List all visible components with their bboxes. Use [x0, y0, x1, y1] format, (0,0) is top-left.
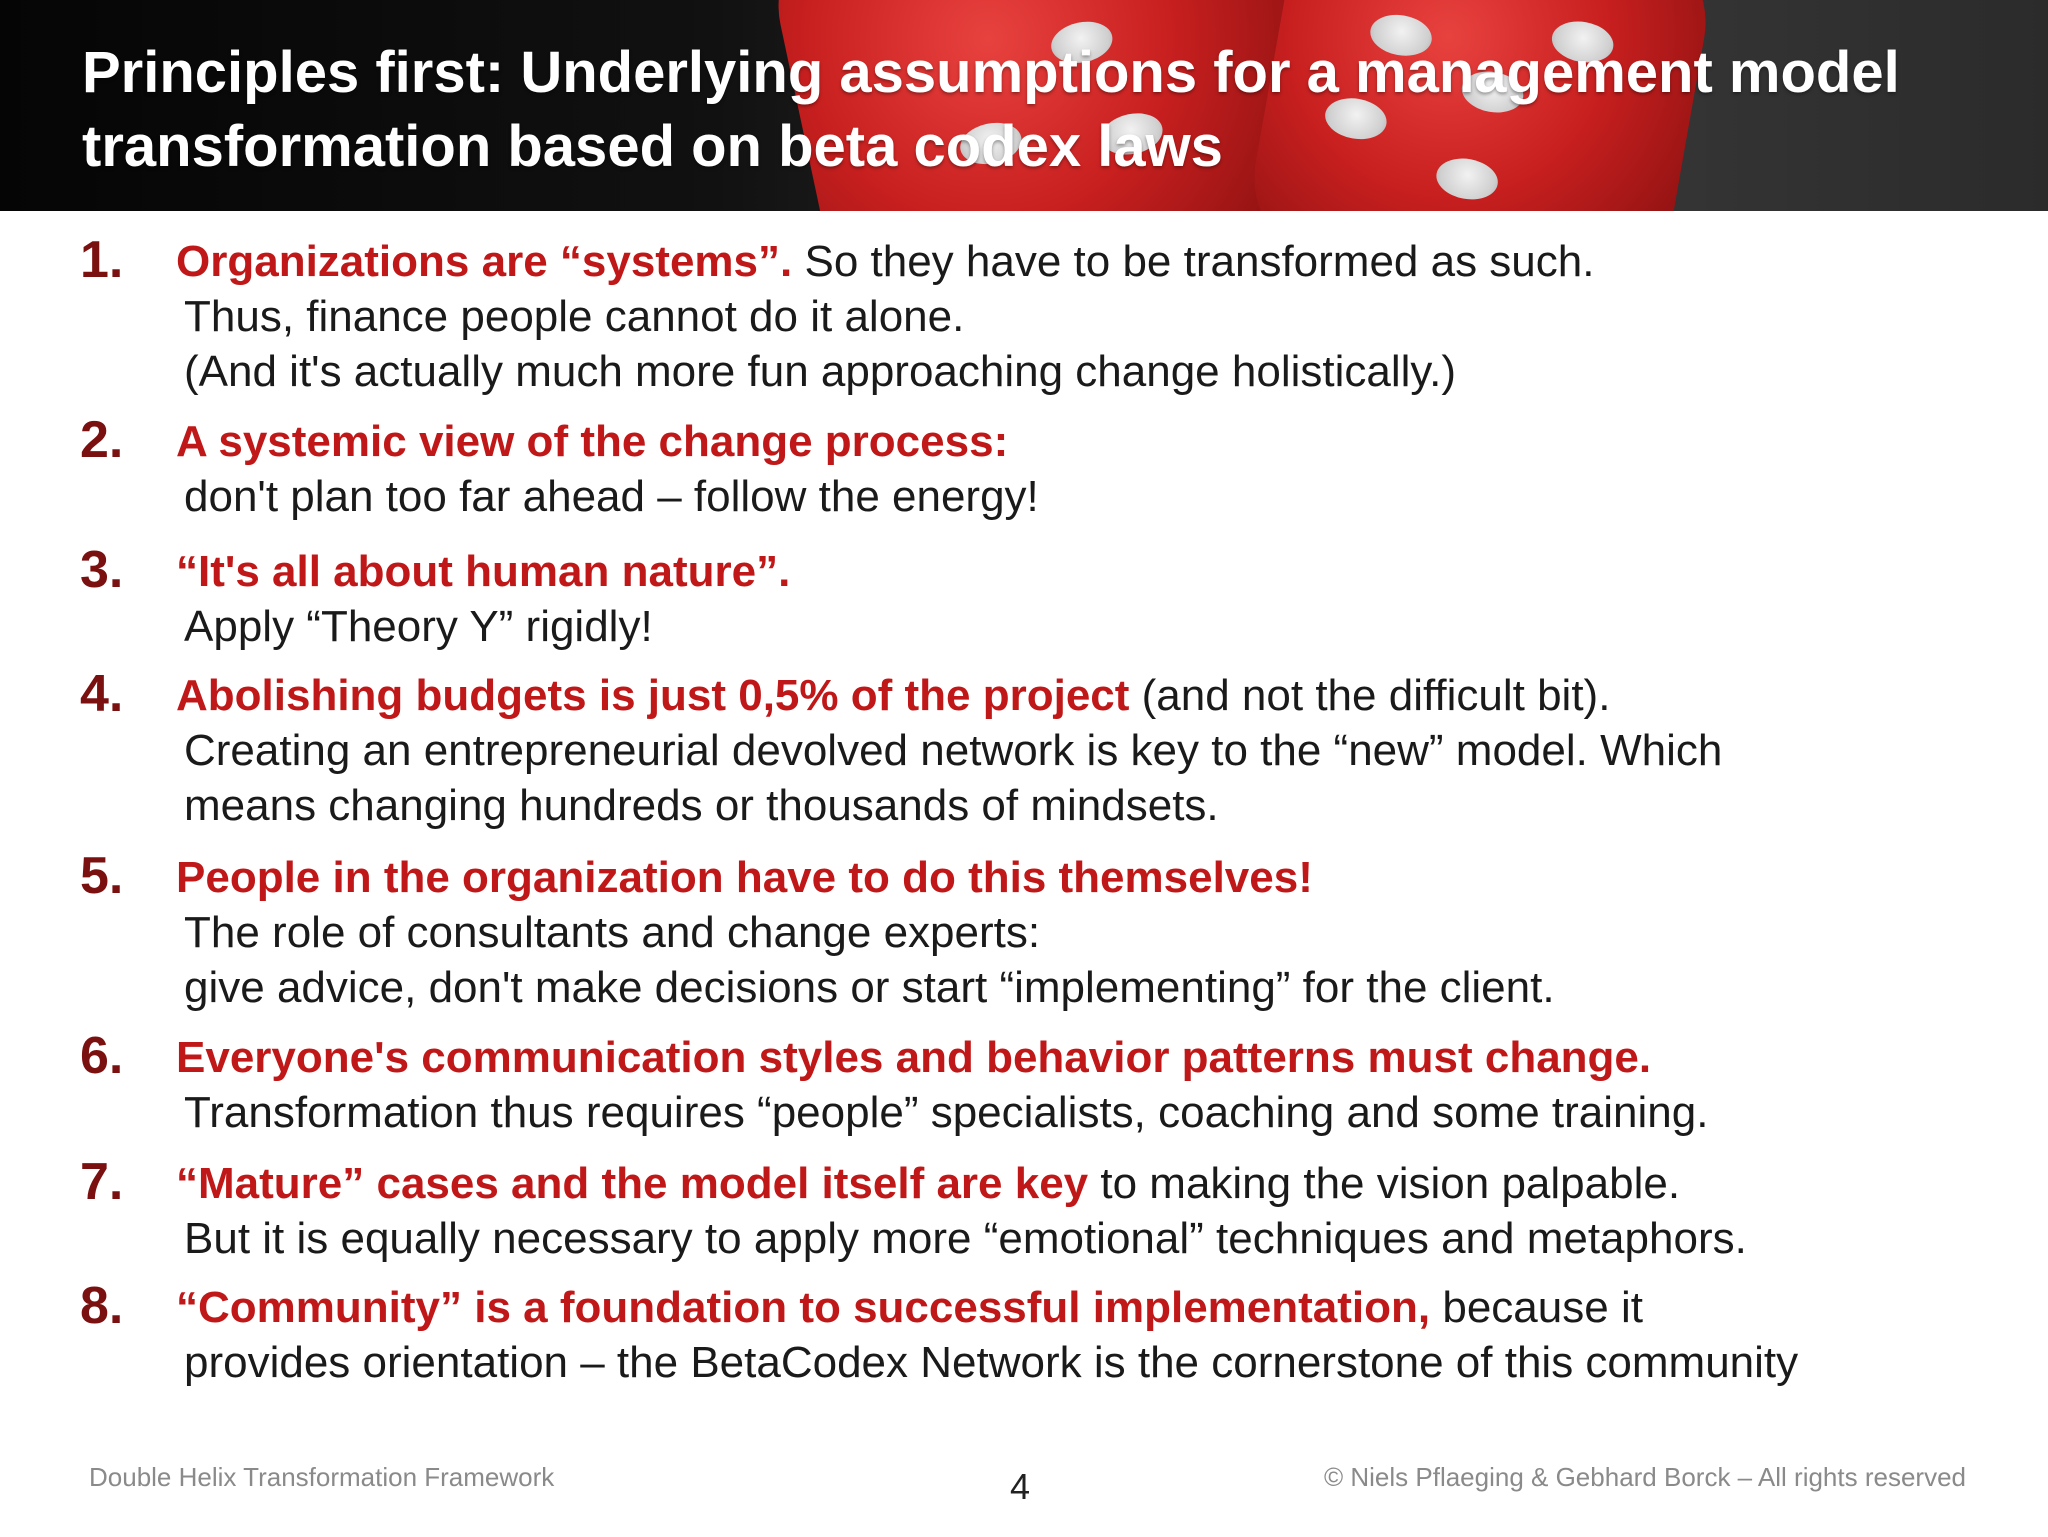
item-line: The role of consultants and change experts: [184, 908, 1041, 957]
item-rest: So they have to be transformed as such. [792, 237, 1595, 286]
list-item [80, 1153, 2000, 1280]
item-number: 3. [80, 541, 124, 599]
page-title: Principles first: Underlying assumptions for a management model transformation based on beta codex laws [82, 40, 1900, 179]
item-highlight: “Mature” cases and the model itself are key [176, 1159, 1089, 1208]
item-number: 4. [80, 665, 124, 723]
item-body [176, 668, 2000, 833]
item-number: 1. [80, 231, 124, 289]
item-body [176, 850, 2000, 1015]
item-number: 8. [80, 1277, 124, 1335]
item-highlight: Abolishing budgets is just 0,5% of the project [176, 671, 1130, 720]
list-item [80, 1277, 2000, 1404]
item-body [176, 1030, 2000, 1140]
item-body [176, 1156, 2000, 1266]
item-highlight: A systemic view of the change process: [176, 417, 1009, 466]
item-line: Thus, finance people cannot do it alone. [184, 292, 965, 341]
list-item [80, 847, 2000, 1030]
list-item [80, 411, 2000, 544]
item-highlight: “It's all about human nature”. [176, 547, 791, 596]
item-body [176, 234, 2000, 399]
item-number: 7. [80, 1153, 124, 1211]
item-line: provides orientation – the BetaCodex Network is the cornerstone of this community [184, 1338, 1799, 1387]
item-number: 6. [80, 1027, 124, 1085]
item-line: (And it's actually much more fun approaching change holistically.) [184, 347, 1457, 396]
item-rest: because it [1430, 1283, 1643, 1332]
item-rest: to making the vision palpable. [1088, 1159, 1681, 1208]
item-line: But it is equally necessary to apply more “emotional” techniques and metaphors. [184, 1214, 1747, 1263]
footer-framework-name: Double Helix Transformation Framework [89, 1462, 555, 1492]
item-highlight: Everyone's communication styles and behavior patterns must change. [176, 1033, 1652, 1082]
list-item [80, 541, 2000, 668]
item-highlight: Organizations are “systems”. [176, 237, 793, 286]
item-line: Apply “Theory Y” rigidly! [184, 602, 653, 651]
item-line: Creating an entrepreneurial devolved network is key to the “new” model. Which [184, 726, 1723, 775]
item-number: 5. [80, 847, 124, 905]
item-highlight: “Community” is a foundation to successful implementation, [176, 1283, 1431, 1332]
list-item [80, 665, 2000, 850]
item-line: give advice, don't make decisions or start “implementing” for the client. [184, 963, 1555, 1012]
item-body [176, 544, 2000, 654]
footer-copyright: © Niels Pflaeging & Gebhard Borck – All rights reserved [1323, 1462, 1966, 1492]
item-line: Transformation thus requires “people” specialists, coaching and some training. [184, 1088, 1709, 1137]
principles-list [80, 231, 2000, 1404]
item-highlight: People in the organization have to do this themselves! [176, 853, 1313, 902]
page-number: 4 [1010, 1466, 1031, 1507]
item-line: means changing hundreds or thousands of mindsets. [184, 781, 1219, 830]
item-number: 2. [80, 411, 124, 469]
item-line: don't plan too far ahead – follow the energy! [184, 472, 1039, 521]
item-body [176, 1280, 2000, 1390]
header-banner [0, 0, 2048, 211]
list-item [80, 231, 2000, 414]
list-item [80, 1027, 2000, 1156]
item-body [176, 414, 2000, 524]
item-rest: (and not the difficult bit). [1129, 671, 1611, 720]
